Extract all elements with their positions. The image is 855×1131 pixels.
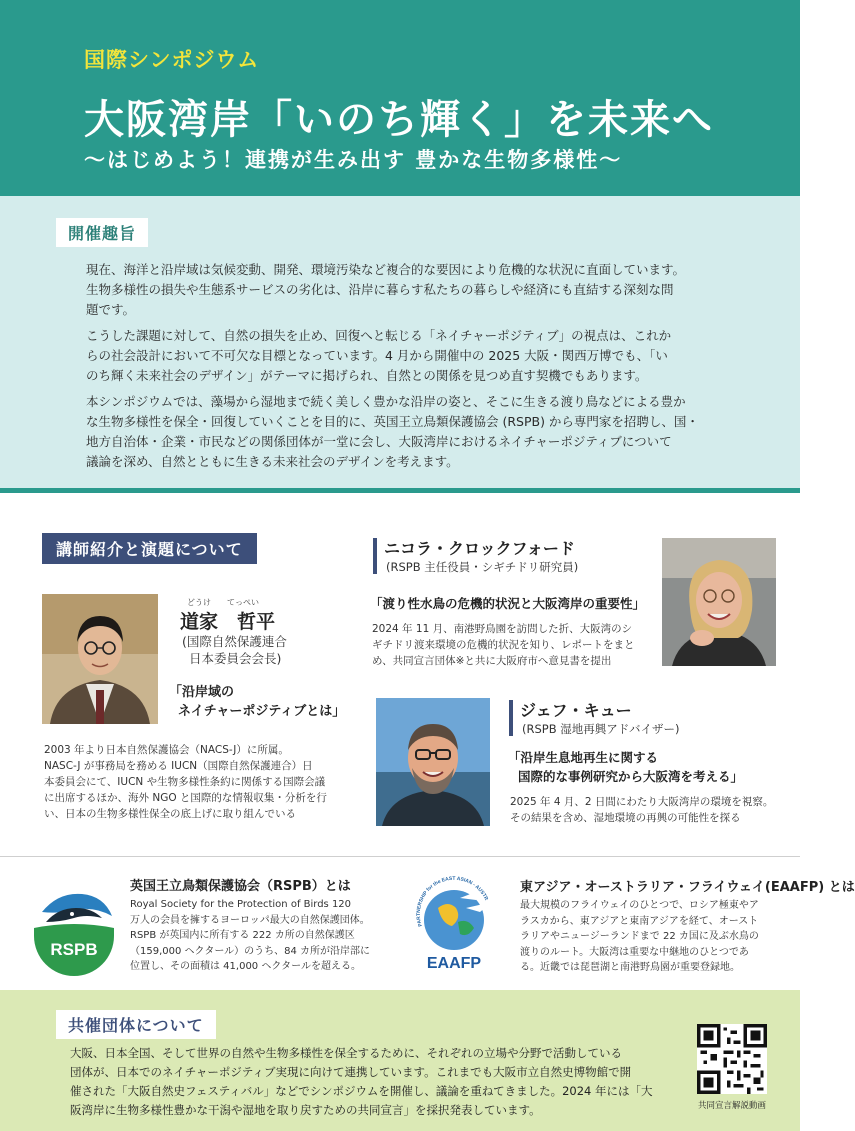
- eaafp-logo-arc-text: PARTNERSHIP for the EAST ASIAN - AUSTR: [415, 875, 490, 928]
- text-line: 大阪、日本全国、そして世界の自然や生物多様性を保全するために、それぞれの立場や分野で活動している: [70, 1046, 622, 1060]
- text-line: 議論を深め、自然とともに生きる未来社会のデザインを考えます。: [86, 454, 459, 469]
- text-line: 阪湾岸に生物多様性豊かな干潟や湿地を取り戻すための共同宣言」を採択発表しています。: [70, 1103, 541, 1117]
- text-line: らの社会設計において不可欠な目標となっています。4 月から開催中の 2025 大阪・関西万博でも、「い: [86, 348, 668, 363]
- org-desc-rspb: [130, 897, 380, 975]
- text-line: に出席するほか、海外 NGO と国際的な情報収集・分析を行: [44, 792, 327, 804]
- text-line: のち輝く未来社会のデザイン」がテーマに掲げられ、自然との関係を見つめ直す契機でもあります。: [86, 368, 648, 383]
- speaker-role-hughes: (RSPB 湿地再興アドバイザー): [522, 722, 680, 736]
- name-ruby-given: てっぺい: [227, 598, 259, 607]
- text-line: 本委員会にて、IUCN や生物多様性条約に関係する国際会議: [44, 776, 326, 788]
- text-line: ラスカから、東アジアと東南アジアを経て、オースト: [520, 915, 759, 927]
- text-line: RSPB が英国内に所有する 222 カ所の自然保護区: [130, 930, 355, 941]
- qr-code-icon[interactable]: [697, 1024, 767, 1094]
- section-divider: [0, 856, 800, 857]
- text-line: 現在、海洋と沿岸域は気候変動、開発、環境汚染など複合的な要因により危機的な状況に直面しています。: [86, 262, 686, 277]
- speaker-name-crockford: ニコラ・クロックフォード: [384, 539, 575, 558]
- rspb-logo: [28, 878, 120, 970]
- text-line: め、共同宣言団体※と共に大阪府市へ意見書を提出: [372, 655, 612, 667]
- text-line: 地方自治体・企業・市民などの関係団体が一堂に会し、大阪湾岸におけるネイチャーポジティブについて: [86, 434, 672, 449]
- org-title-rspb: 英国王立鳥類保護協会（RSPB）とは: [130, 879, 351, 894]
- speaker-topic-crockford: 「渡り性水鳥の危機的状況と大阪湾岸の重要性」: [370, 596, 646, 611]
- speaker-desc-crockford: [372, 621, 652, 669]
- text-line: 最大規模のフライウェイのひとつで、ロシア極東やア: [520, 900, 759, 911]
- text-line: NASC-J が事務局を務める IUCN（国際自然保護連合）日: [44, 760, 313, 772]
- speaker-name-hughes: ジェフ・キュー: [520, 701, 632, 720]
- speaker-name-dohke: 道家 哲平: [180, 611, 276, 633]
- header-banner: [0, 0, 800, 196]
- speaker-role-dohke-line1: (国際自然保護連合: [182, 634, 287, 649]
- page-title: 大阪湾岸「いのち輝く」を未来へ: [84, 97, 714, 143]
- text-line: 2003 年より日本自然保護協会（NACS-J）に所属。: [44, 744, 289, 756]
- text-line: 本シンポジウムでは、藻場から湿地まで続く美しく豊かな沿岸の姿と、そこに生きる渡り鳥などによる豊か: [86, 394, 686, 409]
- page-subtitle: 〜はじめよう！連携が生み出す 豊かな生物多様性〜: [84, 148, 623, 172]
- org-desc-eaafp: [520, 898, 782, 976]
- text-line: Royal Society for the Protection of Birds 120: [130, 899, 352, 910]
- text-line: 団体が、日本でのネイチャーポジティブ実現に向けて連携しています。これまでも大阪市立自然史博物館で開: [70, 1065, 632, 1079]
- eaafp-logo-graphic: [404, 868, 504, 972]
- text-line: ギチドリ渡来環境の危機的状況を知り、レポートをまと: [372, 639, 635, 651]
- purpose-paragraph: [86, 326, 726, 386]
- portrait-image: [42, 594, 158, 724]
- text-line: る。近畿では琵琶湖と南港野鳥園が重要登録地。: [520, 962, 740, 973]
- purpose-body: [86, 260, 726, 478]
- speaker-photo-dohke: [42, 594, 158, 724]
- text-line: その結果を含め、湿地環境の再興の可能性を探る: [510, 812, 741, 824]
- text-line: 位置し、その面積は 41,000 ヘクタールを超える。: [130, 961, 361, 972]
- purpose-section: [0, 196, 800, 488]
- eaafp-logo-text: EAAFP: [426, 955, 482, 972]
- purpose-label: 開催趣旨: [56, 218, 148, 247]
- text-line: 催された「大阪自然史フェスティバル」などでシンポジウムを開催し、議論を重ねてきました。2024 年には「大: [70, 1084, 653, 1098]
- speakers-label: 講師紹介と演題について: [42, 533, 257, 564]
- speaker-topic-hughes-line2: 国際的な事例研究から大阪湾を考える」: [518, 769, 744, 784]
- qr-caption: 共同宣言解説動画: [697, 1101, 766, 1111]
- speaker-photo-hughes: [376, 698, 490, 826]
- text-line: い、日本の生物多様性保全の底上げに取り組んでいる: [44, 808, 296, 820]
- text-line: な生物多様性を保全・回復していくことを目的に、英国王立鳥類保護協会 (RSPB) から専門家を招聘し、国・: [86, 414, 699, 429]
- qr-code-graphic: [697, 1024, 767, 1094]
- text-line: 題です。: [86, 302, 136, 317]
- speaker-photo-crockford: [662, 538, 776, 666]
- name-accent-bar: [373, 538, 377, 574]
- speaker-topic-hughes-line1: 「沿岸生息地再生に関する: [508, 750, 659, 765]
- cohost-section: [0, 990, 800, 1131]
- event-kicker: 国際シンポジウム: [84, 48, 260, 72]
- speaker-role-crockford: (RSPB 主任役員・シギチドリ研究員): [386, 560, 579, 574]
- speaker-desc-hughes: [510, 794, 790, 826]
- purpose-paragraph: [86, 260, 726, 320]
- text-line: 2025 年 4 月、2 日間にわたり大阪湾岸の環境を視察。: [510, 796, 774, 808]
- text-line: （159,000 ヘクタール）のうち、84 カ所が沿岸部に: [130, 945, 371, 957]
- eaafp-logo: [404, 868, 504, 972]
- rspb-logo-text: RSPB: [50, 940, 98, 959]
- speaker-topic-dohke-line2: ネイチャーポジティブとは」: [178, 704, 346, 719]
- name-ruby-family: どうけ: [187, 598, 211, 607]
- section-divider: [0, 488, 800, 493]
- cohost-label: 共催団体について: [56, 1010, 216, 1039]
- name-accent-bar: [509, 700, 513, 736]
- text-line: 万人の会員を擁するヨーロッパ最大の自然保護団体。: [130, 914, 370, 926]
- speaker-desc-dohke: [44, 742, 374, 822]
- text-line: 渡りのルート。大阪湾は重要な中継地のひとつであ: [520, 946, 749, 958]
- text-line: 生物多様性の損失や生態系サービスの劣化は、沿岸に暮らす私たちの暮らしや経済にも直結する深刻な問: [86, 282, 674, 297]
- text-line: こうした課題に対して、自然の損失を止め、回復へと転じる「ネイチャーポジティブ」の視点は、これか: [86, 328, 672, 343]
- speaker-role-dohke-line2: 日本委員会会長): [189, 651, 282, 666]
- org-title-eaafp: 東アジア・オーストラリア・フライウェイ(EAAFP) とは: [520, 880, 855, 895]
- cohost-body: [70, 1044, 668, 1120]
- purpose-paragraph: [86, 392, 726, 472]
- rspb-logo-graphic: [28, 878, 120, 970]
- speaker-topic-dohke-line1: 「沿岸域の: [169, 685, 235, 700]
- text-line: ラリアやニュージーランドまで 22 カ国に及ぶ水鳥の: [520, 931, 759, 942]
- portrait-image: [662, 538, 776, 666]
- text-line: 2024 年 11 月、南港野鳥園を訪問した折、大阪湾のシ: [372, 623, 633, 635]
- portrait-image: [376, 698, 490, 826]
